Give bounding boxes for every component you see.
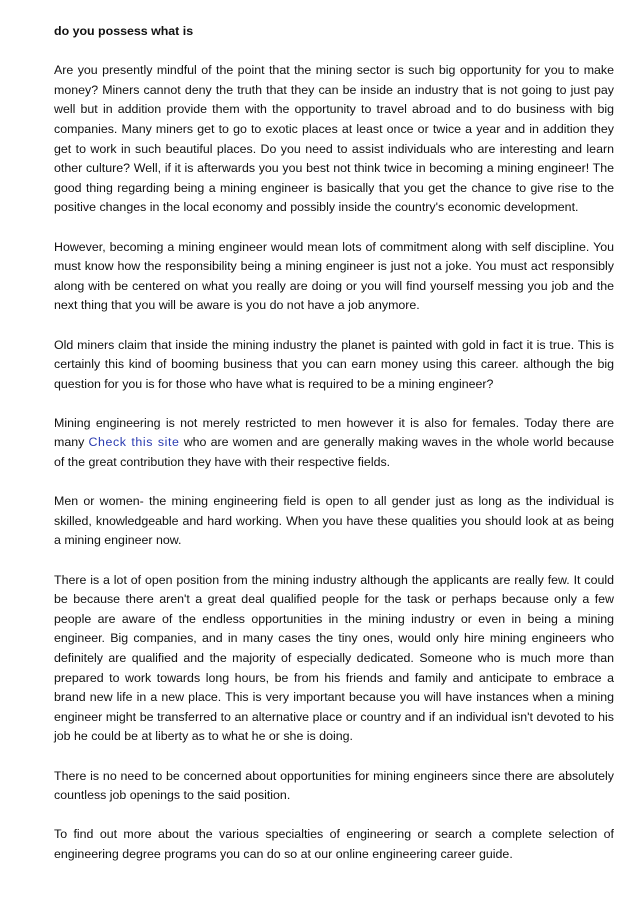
paragraph-4-text-before: Mining engineering is not merely restricted to men however it is also for females. Today there are many [54,415,614,450]
document-title: do you possess what is [54,24,194,38]
paragraph-3: Old miners claim that inside the mining industry the planet is painted with gold in fact it is true. This is certainly this kind of booming business that you can earn money using this career. although the big question for you is for those who have what is required to be a mining engineer? [54,337,614,391]
paragraph-7: There is no need to be concerned about opportunities for mining engineers since there are absolutely countless job openings to the said position. [54,768,614,803]
paragraph-1: Are you presently mindful of the point that the mining sector is such big opportunity for you to make money? Miners cannot deny the truth that they can be inside an industry that is not going to just pay well but in addition provide them with the opportunity to travel abroad and to do business with big companies. Many miners get to go to exotic places at least once or twice a year and in addition they get to work in such beautiful places. Do you need to assist individuals who are interesting and learn other culture? Well, if it is afterwards you you best not think twice in becoming a mining engineer! The good thing regarding being a mining engineer is basically that you get the chance to give rise to the positive changes in the local economy and possibly inside the country's economic development. [54,63,614,215]
paragraph-4-text-after: who are women and are generally making waves in the whole world because of the great contribution they have with their respective fields. [54,435,615,470]
paragraph-2: However, becoming a mining engineer would mean lots of commitment along with self discipline. You must know how the responsibility being a mining engineer is just not a joke. You must act responsibly along with be centered on what you really are doing or you will find yourself messing you job and the next thing that you will be aware is you do not have a job anymore. [54,239,614,313]
paragraph-8: To find out more about the various specialties of engineering or search a complete selection of engineering degree programs you can do so at our online engineering career guide. [54,827,614,861]
document-page [54,22,614,865]
check-this-site-link[interactable]: Check this site [88,435,180,450]
paragraph-6: There is a lot of open position from the mining industry although the applicants are really few. It could be because there aren't a great deal qualified people for the task or perhaps because only a few people are aware of the endless opportunities in the mining industry or even in being a mining engineer. Big companies, and in many cases the tiny ones, would only hire mining engineers who definitely are qualified and the majority of especially dedicated. Someone who is much more than prepared to work towards long hours, be from his friends and family and anticipate to embrace a brand new life in a new place. This is very important because you will have instances when a mining engineer might be transferred to an alternative place or country and if an individual isn't devoted to his job he could be at liberty as to what he or she is doing. [54,572,614,744]
paragraph-4 [54,414,614,473]
paragraph-5: Men or women- the mining engineering field is open to all gender just as long as the individual is skilled, knowledgeable and hard working. When you have these qualities you should look at as being a mining engineer now. [54,494,614,548]
